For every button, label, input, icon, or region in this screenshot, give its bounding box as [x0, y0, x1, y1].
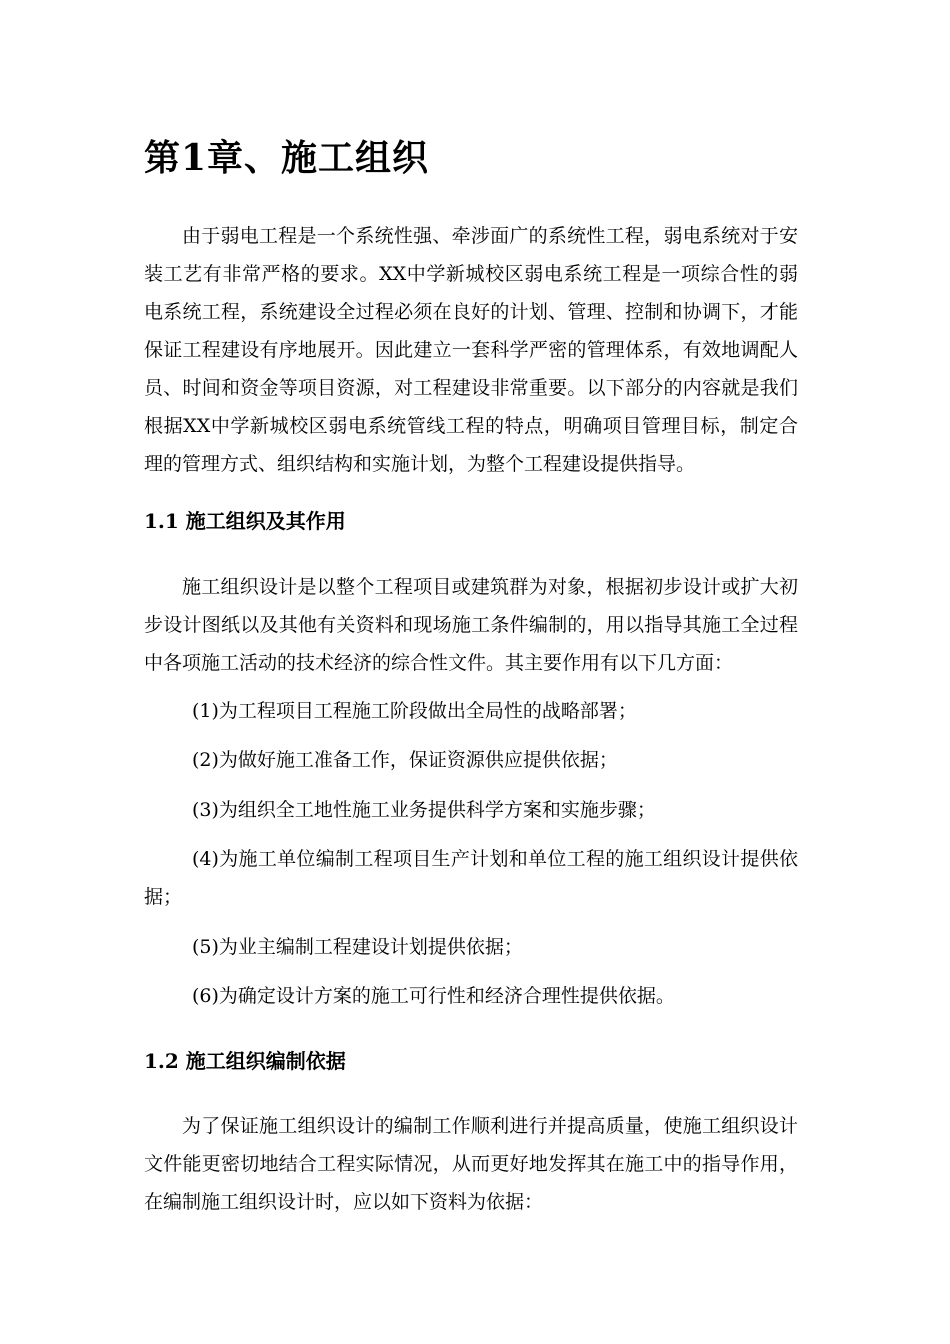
section-1-2-paragraph: 为了保证施工组织设计的编制工作顺利进行并提高质量，使施工组织设计文件能更密切地结合工程实际情况，从而更好地发挥其在施工中的指导作用，在编制施工组织设计时，应以如下资料为依据： — [144, 1115, 798, 1213]
list-item: (1)为工程项目工程施工阶段做出全局性的战略部署； — [192, 700, 637, 722]
chapter-title: 第1章、施工组织 — [144, 137, 430, 179]
section-1-1-title: 1.1 施工组织及其作用 — [144, 509, 346, 533]
section-1-2-title: 1.2 施工组织编制依据 — [144, 1049, 346, 1073]
chapter-intro-paragraph: 由于弱电工程是一个系统性强、牵涉面广的系统性工程，弱电系统对于安装工艺有非常严格的要求。XX中学新城校区弱电系统工程是一项综合性的弱电系统工程，系统建设全过程必须在良好的计划、管理、控制和协调下，才能保证工程建设有序地展开。因此建立一套科学严密的管理体系，有效地调配人员、时间和资金等项目资源，对工程建设非常重要。以下部分的内容就是我们根据XX中学新城校区弱电系统管线工程的特点，明确项目管理目标，制定合理的管理方式、组织结构和实施计划，为整个工程建设提供指导。 — [144, 225, 798, 475]
list-item: (3)为组织全工地性施工业务提供科学方案和实施步骤； — [192, 799, 656, 821]
list-item: (5)为业主编制工程建设计划提供依据； — [192, 936, 523, 958]
section-1-1-paragraph: 施工组织设计是以整个工程项目或建筑群为对象，根据初步设计或扩大初步设计图纸以及其他有关资料和现场施工条件编制的，用以指导其施工全过程中各项施工活动的技术经济的综合性文件。其主要作用有以下几方面： — [144, 576, 798, 674]
list-item: (4)为施工单位编制工程项目生产计划和单位工程的施工组织设计提供依据； — [144, 848, 798, 908]
list-item: (2)为做好施工准备工作，保证资源供应提供依据； — [192, 749, 618, 771]
list-item: (6)为确定设计方案的施工可行性和经济合理性提供依据。 — [192, 985, 675, 1007]
